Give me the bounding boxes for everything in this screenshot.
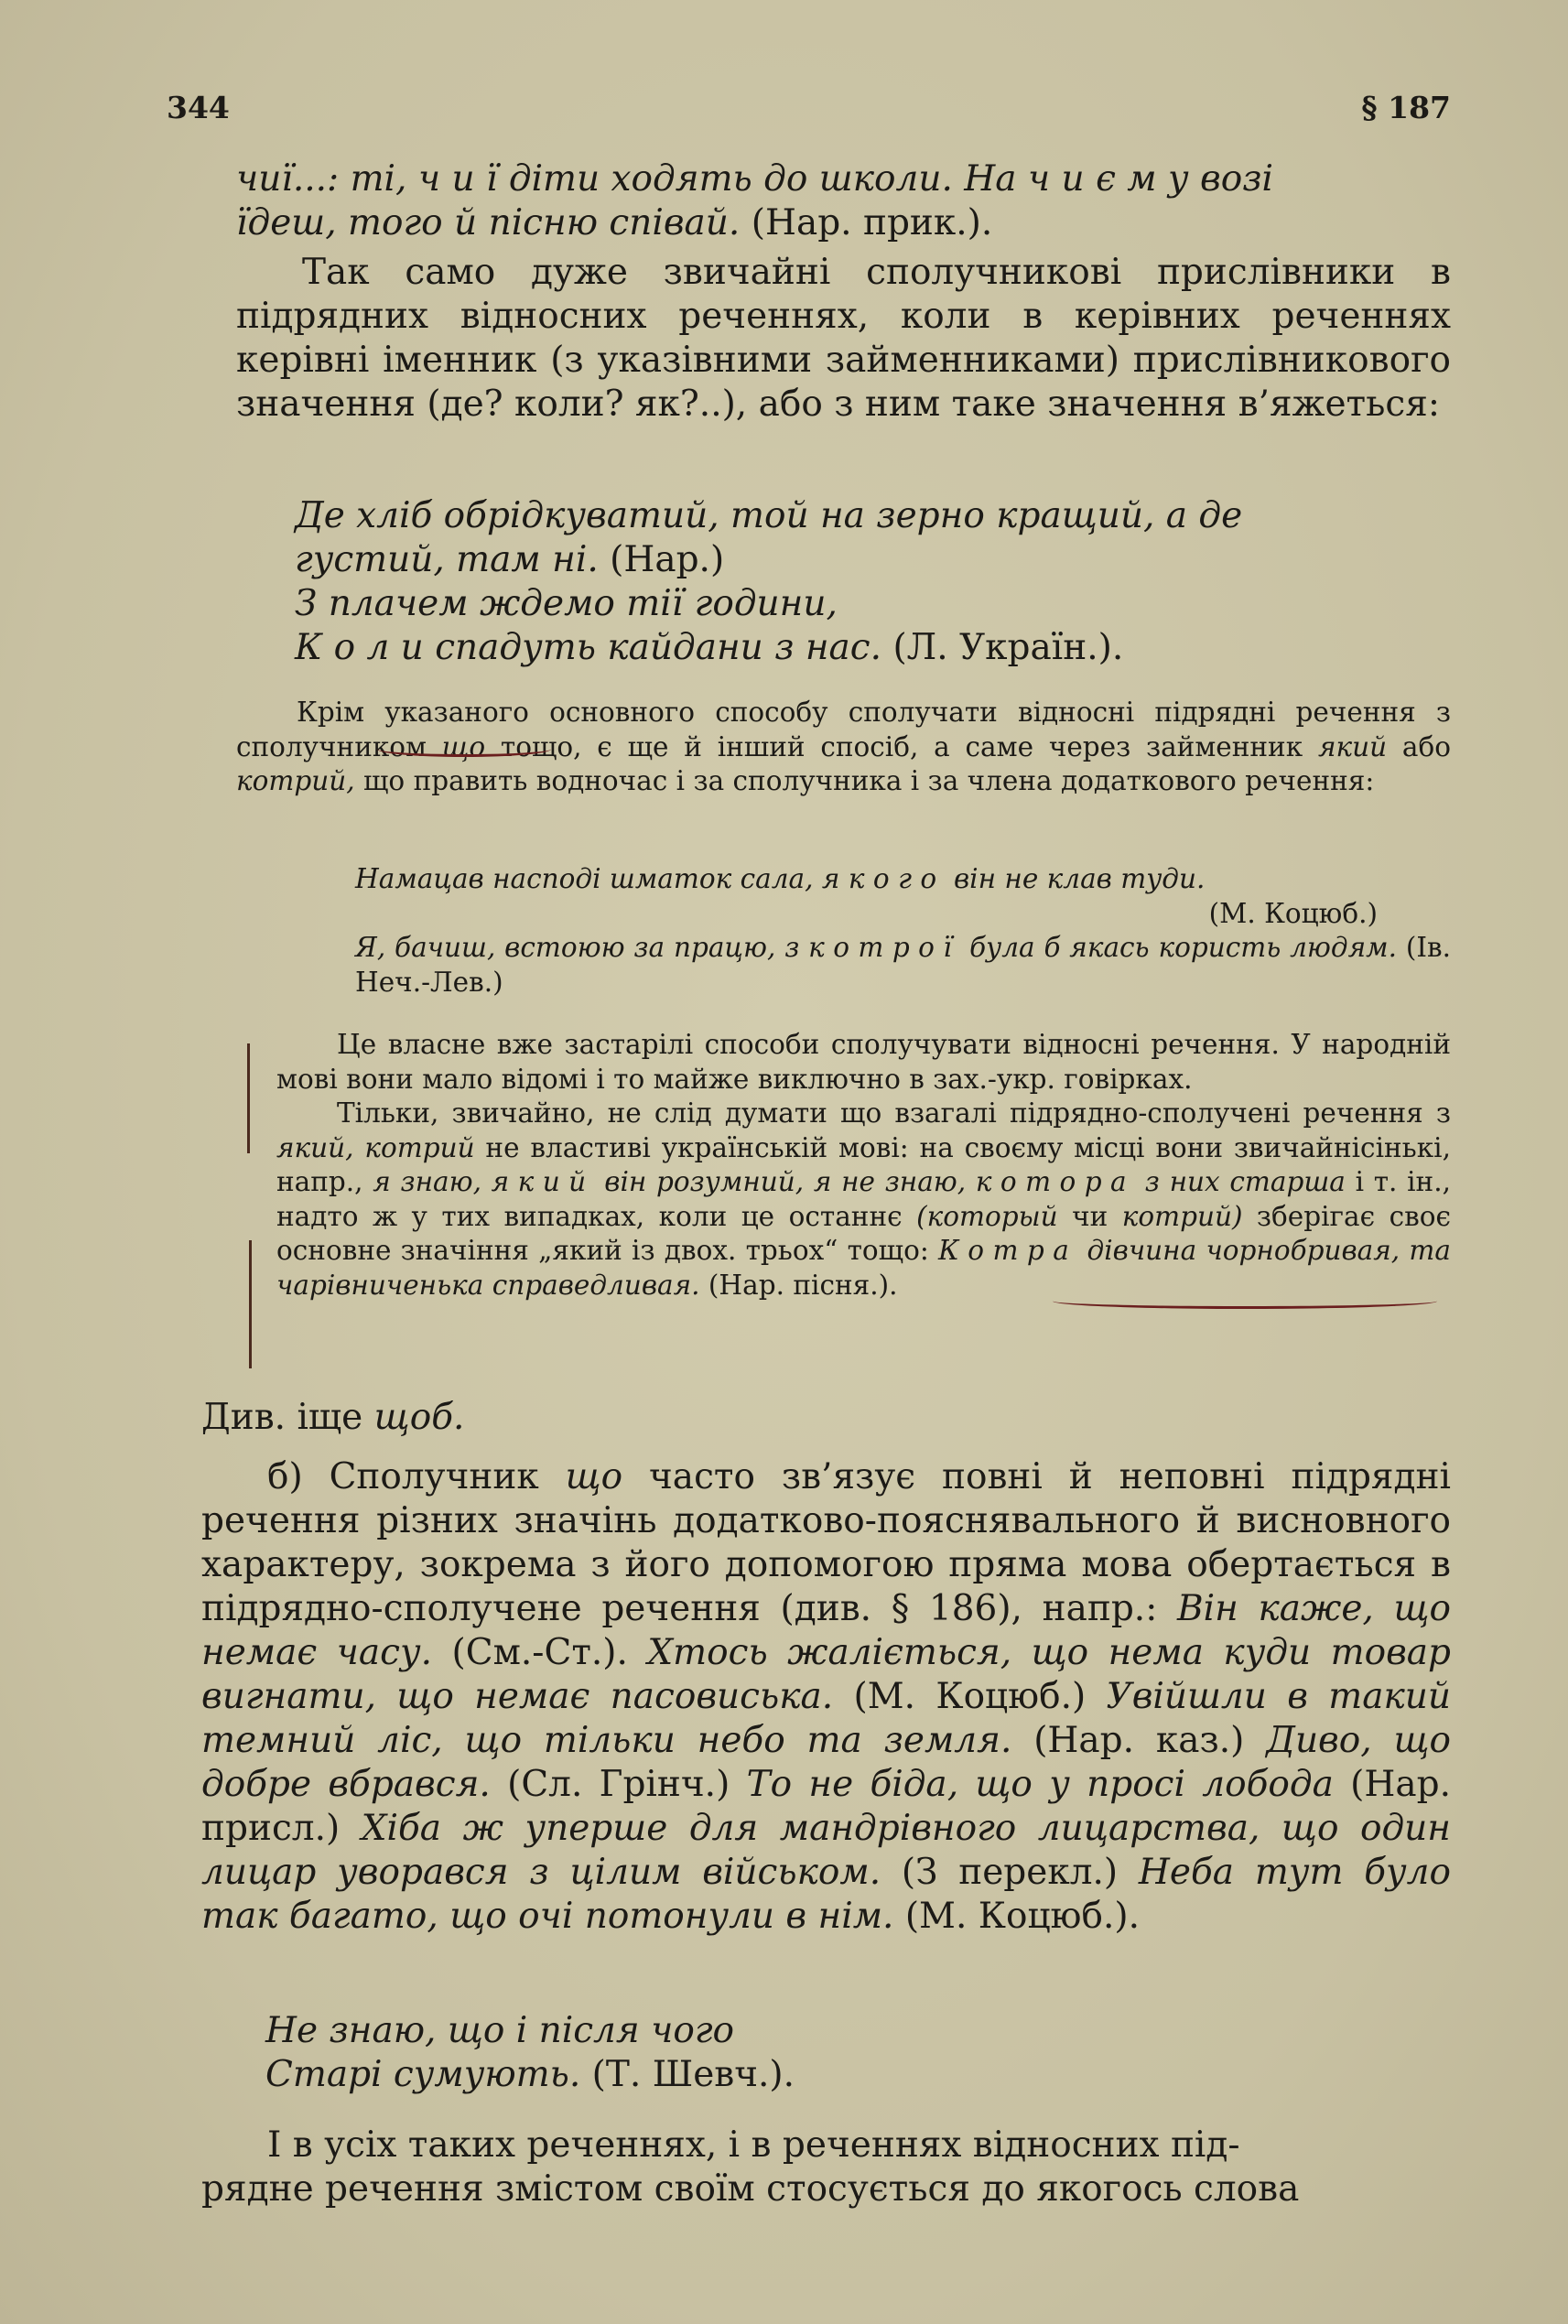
verse1-line-1: Де хліб обрідкуватий, той на зерно кращий, а де — [295, 495, 1243, 536]
verse-block-2 — [265, 2009, 1451, 2097]
example2-text-a: Я, бачиш, встоюю за працю, з — [355, 932, 809, 963]
margin-mark-1 — [247, 1043, 250, 1153]
note1-text-3: або — [1387, 730, 1451, 762]
note2-text-d: чи — [1057, 1200, 1122, 1232]
para-b-citation-5: То не біда, що у просі лобода — [746, 1764, 1334, 1805]
paragraph-adverbs: Так само дуже звичайні сполучникові прислівники в підрядних відносних реченнях, коли в керівних реченнях керівні іменник (з указівними займенниками) прислівникового значення (де? коли? як?..), або з ним таке значення в’яжеться: — [236, 252, 1451, 425]
note2-italic-1: який, котрий — [276, 1131, 475, 1163]
note2-spaced-2: котора — [975, 1166, 1136, 1197]
note2-italic-6: котрий) — [1121, 1200, 1243, 1232]
para-b-citation-3: Увійшли в такий темний ліс, що тільки небо та земля. — [201, 1676, 1451, 1761]
top-line-2: їдеш, того й пісню співай. — [236, 202, 741, 243]
para-b-source-2: (М. Коцюб.) — [833, 1676, 1107, 1717]
note2-text-e: зберігає своє основне значіння „який із двох. трьох“ тощо: — [276, 1200, 1451, 1266]
para-b-italic: що — [565, 1456, 623, 1497]
para-b-source-4: (Сл. Грінч.) — [490, 1764, 747, 1805]
note2-text-c: і т. ін., надто ж у тих випадках, коли це останнє — [276, 1166, 1451, 1232]
see-also-line — [201, 1396, 1451, 1440]
para-b-citation-1: Він каже, що немає часу. — [201, 1588, 1451, 1673]
verse1-line-2: густий, там ні. — [295, 539, 599, 580]
note2-text-a: Тільки, звичайно, не слід думати що взагалі підрядно-сполучені речення з — [337, 1097, 1451, 1129]
section-number: § 187 — [1361, 90, 1451, 125]
example1-text-b: він не клав туди. — [945, 863, 1206, 894]
margin-mark-2 — [249, 1240, 252, 1368]
note2-spaced-1: який — [491, 1166, 595, 1197]
para-b-source-5: (Нар. присл.) — [201, 1764, 1451, 1849]
verse2-source: (Т. Шевч.). — [580, 2054, 795, 2095]
example1-spaced: якого — [821, 863, 946, 894]
verse1-line-4: К о л и спадуть кайдани з нас. — [295, 627, 882, 668]
verse2-line-2: Старі сумують. — [265, 2054, 581, 2095]
note2-italic-7: дівчина чорнобривая, та чарівниченька справедливая. — [276, 1235, 1451, 1301]
note2-italic-4: з них старша — [1135, 1166, 1346, 1197]
note2-italic-2: я знаю, — [373, 1166, 492, 1197]
paragraph-b — [201, 1455, 1451, 1939]
verse-block-1 — [295, 494, 1451, 670]
top-line-1: чиї...: ті, ч и ї діти ходять до школи. На ч и є м у возі — [236, 158, 1273, 200]
closing-line-2: рядне речення змістом своїм стосується до якогось слова — [201, 2168, 1300, 2210]
closing-line-1: І в усіх таких реченнях, і в реченнях відносних під- — [267, 2124, 1240, 2166]
example1-source: (М. Коцюб.) — [1208, 897, 1378, 929]
example1-text-a: Намацав насподі шматок сала, — [355, 863, 822, 894]
see-also-text: Див. іще — [201, 1397, 374, 1438]
para-b-citation-7: Неба тут було так багато, що очі потонули в нім. — [201, 1852, 1451, 1937]
see-also-word: щоб. — [373, 1397, 465, 1438]
verse1-line-3: З плачем ждемо тії години, — [295, 583, 838, 624]
note2-spaced-3: Котра — [938, 1235, 1078, 1266]
example2-text-b: була б якась користь людям. — [960, 932, 1397, 963]
para-b-text-b: часто зв’язує повні й неповні підрядні речення різних значінь додатково-пояснявального й висновного характеру, зокрема з його допомогою пряма мова обертається в підрядно-сполучене речення (див. § 186), напр.: — [201, 1456, 1451, 1629]
note1-text-1: Крім указаного основного способу сполучати відносні підрядні речення з сполучником — [236, 697, 1451, 762]
para-b-citation-2: Хтось жаліється, що нема куди товар вигнати, що немає пасовиська. — [201, 1632, 1451, 1717]
example2-source: (Ів. Неч.-Лев.) — [355, 932, 1451, 998]
page-header — [167, 90, 1451, 135]
page-number: 344 — [167, 90, 230, 125]
note2-text-f: (Нар. пісня.). — [699, 1269, 898, 1301]
examples-block — [355, 862, 1451, 1000]
verse1-source-1: (Нар.) — [598, 539, 725, 580]
para-b-text-a: б) Сполучник — [267, 1456, 566, 1497]
note2-italic-3: він розумний, я не знаю, — [594, 1166, 976, 1197]
para-b-citation-4: Диво, що добре вбрався. — [201, 1720, 1451, 1805]
note2-italic-5: (который — [916, 1200, 1058, 1232]
para-b-source-7: (М. Коцюб.). — [893, 1896, 1140, 1937]
note1-italic-3: котрий, — [236, 765, 355, 796]
note1-text-2: тощо, є ще й інший спосіб, а саме через займенник — [485, 730, 1318, 762]
para-b-source-3: (Нар. каз.) — [1011, 1720, 1267, 1761]
verse2-line-1: Не знаю, що і після чого — [265, 2010, 735, 2051]
closing-text — [201, 2124, 1451, 2211]
top-line-2-source: (Нар. прик.). — [740, 202, 993, 243]
top-text — [236, 157, 1451, 427]
pencil-underline-1 — [377, 741, 551, 757]
para-b-source-1: (См.-Ст.). — [432, 1632, 648, 1673]
note2-text-b: не властиві українській мові: на своєму місці вони звичайнісінькі, напр., — [276, 1131, 1451, 1197]
note-2 — [276, 1028, 1451, 1303]
para-b-citation-6: Хіба ж уперше для мандрівного лицарства, що один лицар уворався з цілим військом. — [201, 1808, 1451, 1893]
pencil-underline-2 — [1053, 1293, 1437, 1309]
para-b-source-6: (З перекл.) — [881, 1852, 1139, 1893]
note1-italic-1: що — [441, 730, 486, 762]
note1-text-4: що править водночас і за сполучника і за члена додаткового речення: — [354, 765, 1375, 796]
verse1-source-2: (Л. Україн.). — [881, 627, 1124, 668]
note1-italic-2: який — [1317, 730, 1388, 762]
example2-spaced: котрої — [808, 932, 961, 963]
note2-paragraph-1: Це власне вже застарілі способи сполучувати відносні речення. У народній мові вони мало відомі і то майже виключно в зах.-укр. говірках. — [276, 1029, 1451, 1095]
